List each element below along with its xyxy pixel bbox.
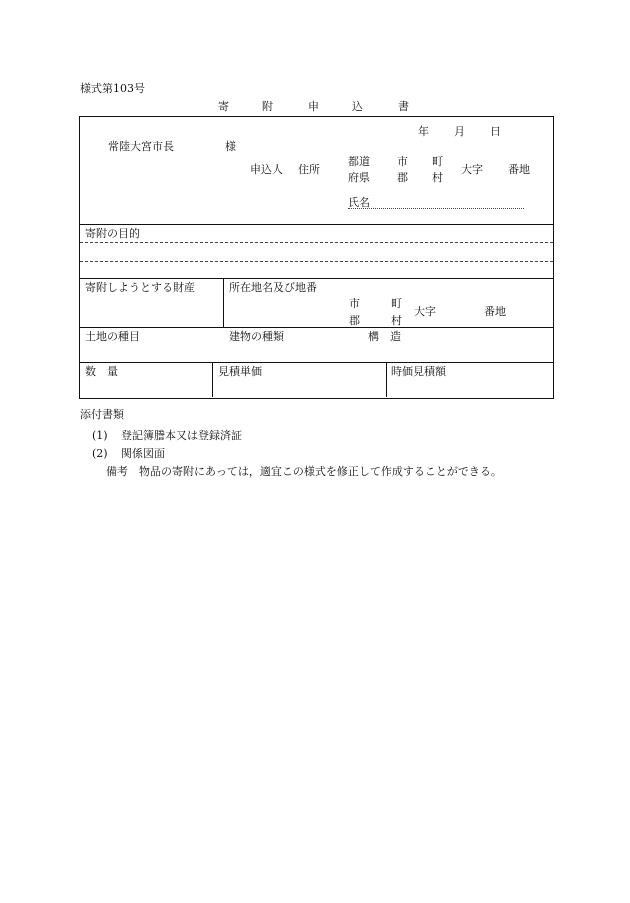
column-divider	[212, 363, 213, 397]
oaza-label: 大字	[461, 163, 483, 176]
property-oaza-label: 大字	[414, 305, 436, 318]
title-char: 附	[262, 100, 273, 113]
title-char: 書	[398, 100, 409, 113]
form-number: 様式第103号	[80, 82, 145, 95]
name-signature-line	[348, 208, 524, 209]
row-divider	[80, 224, 553, 225]
location-label: 所在地名及び地番	[229, 281, 317, 294]
form-table	[79, 116, 554, 399]
column-divider	[223, 279, 224, 327]
structure-label: 構 造	[368, 330, 401, 343]
addressee: 常陸大宮市長	[108, 140, 174, 153]
property-town-bottom: 村	[391, 314, 402, 327]
property-town-top: 町	[391, 297, 402, 310]
purpose-writing-line	[80, 242, 553, 243]
date-year: 年	[418, 125, 429, 138]
attachment-number: (1)	[92, 429, 108, 442]
property-banchi-label: 番地	[484, 305, 506, 318]
attachment-item: 関係図面	[121, 447, 165, 460]
honorific: 様	[225, 140, 236, 153]
attachment-item: 登記簿謄本又は登録済証	[121, 429, 242, 442]
building-type-label: 建物の種類	[229, 330, 284, 343]
row-divider	[80, 327, 553, 328]
date-month: 月	[454, 125, 465, 138]
attachment-number: (2)	[92, 447, 108, 460]
title-char: 申	[308, 100, 319, 113]
property-city-top: 市	[349, 297, 360, 310]
property-city-bottom: 郡	[349, 314, 360, 327]
column-divider	[386, 363, 387, 397]
attachments-heading: 添付書類	[80, 408, 124, 421]
city-top: 市	[397, 155, 408, 168]
prefecture-top: 都道	[348, 155, 370, 168]
prefecture-bottom: 府県	[348, 171, 370, 184]
address-label: 住所	[298, 163, 320, 176]
row-divider	[80, 362, 553, 363]
town-bottom: 村	[432, 171, 443, 184]
banchi-label: 番地	[508, 163, 530, 176]
title-char: 寄	[218, 100, 229, 113]
land-type-label: 土地の種目	[85, 330, 140, 343]
date-day: 日	[490, 125, 501, 138]
title-char: 込	[352, 100, 363, 113]
unit-price-label: 見積単価	[218, 365, 262, 378]
property-label: 寄附しようとする財産	[85, 281, 195, 294]
remark: 備考 物品の寄附にあっては，適宜この様式を修正して作成することができる。	[106, 465, 502, 478]
applicant-label: 申込人	[250, 163, 283, 176]
quantity-label: 数 量	[85, 365, 118, 378]
market-value-label: 時価見積額	[391, 365, 446, 378]
purpose-label: 寄附の目的	[85, 227, 140, 240]
town-top: 町	[432, 155, 443, 168]
purpose-writing-line	[80, 261, 553, 262]
row-divider	[80, 278, 553, 279]
name-label: 氏名	[348, 196, 370, 209]
city-bottom: 郡	[397, 171, 408, 184]
